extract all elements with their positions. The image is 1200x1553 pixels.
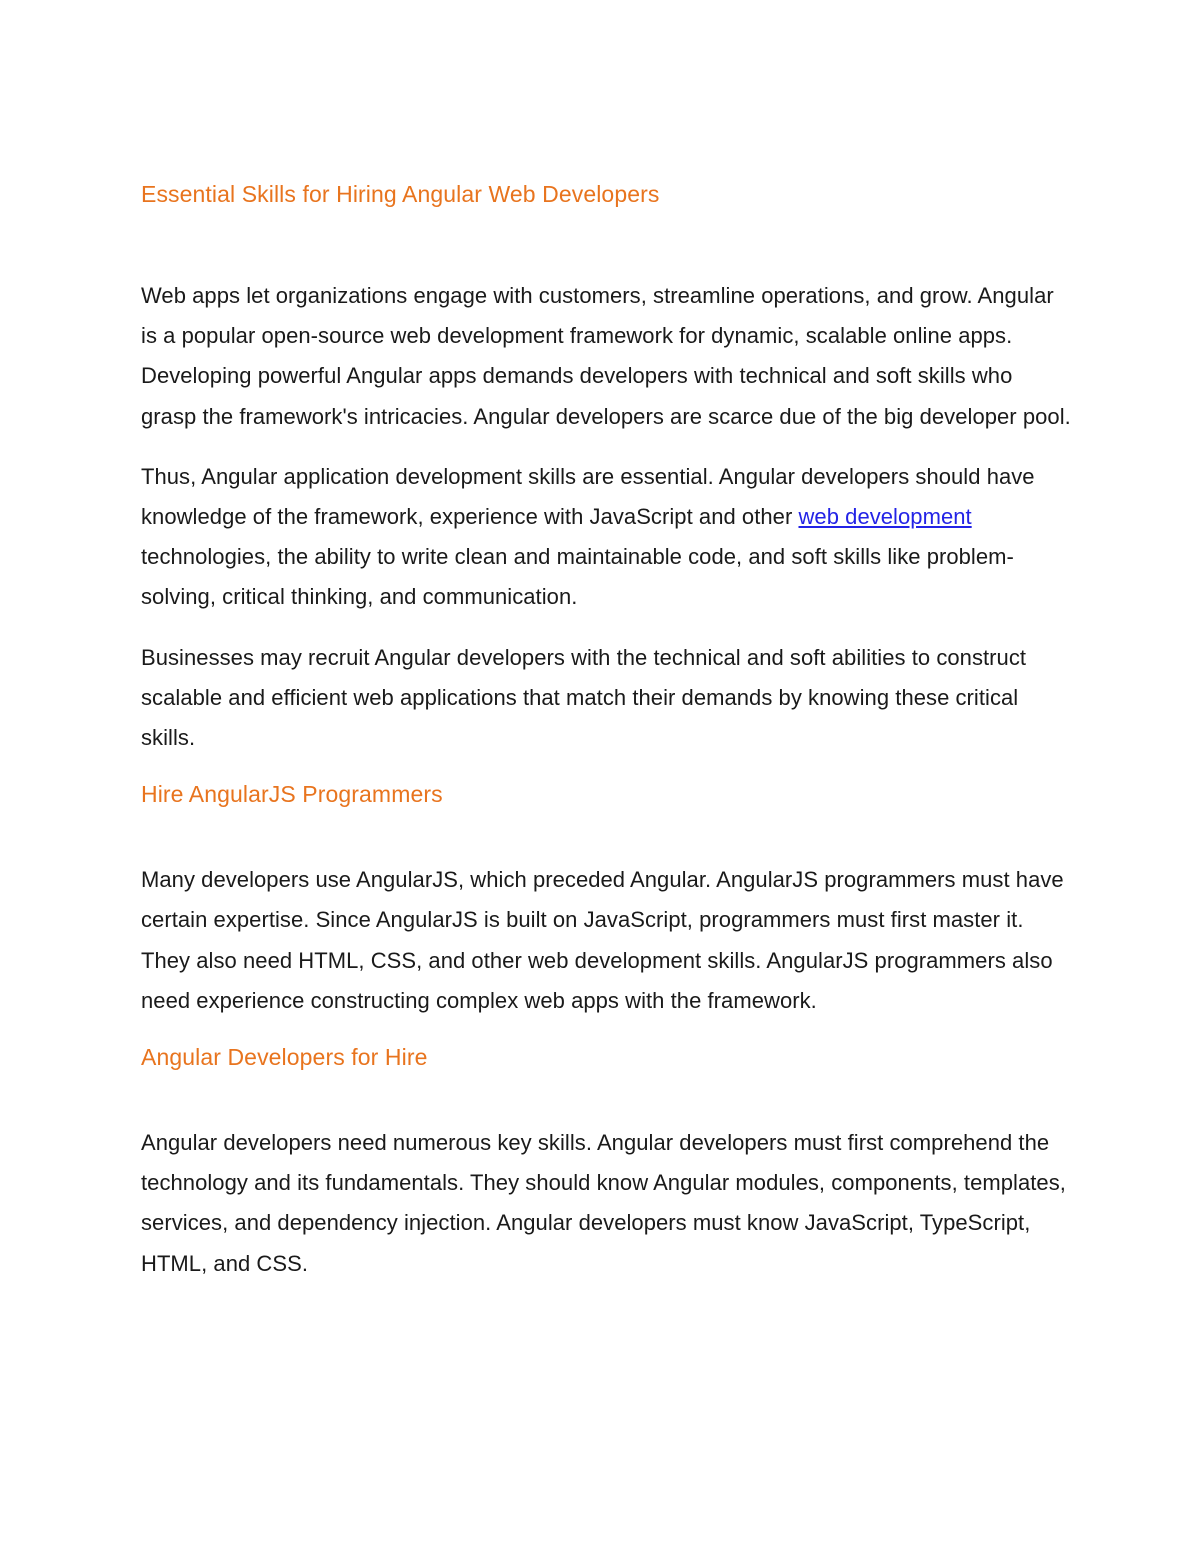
skills-paragraph-text-before: Thus, Angular application development skills are essential. Angular developers should have knowledge of the framework, experience with JavaScript and other bbox=[141, 463, 1035, 530]
skills-paragraph-text-after: technologies, the ability to write clean and maintainable code, and soft skills like problem-solving, critical thinking, and communication. bbox=[141, 544, 1014, 610]
skills-paragraph bbox=[141, 457, 1071, 618]
document-content bbox=[141, 178, 1071, 1304]
intro-paragraph: Web apps let organizations engage with customers, streamline operations, and grow. Angular is a popular open-source web development framework for dynamic, scalable online apps. Developing powerful Angular apps demands developers with technical and soft skills who grasp the framework's intricacies. Angular developers are scarce due of the big developer pool. bbox=[141, 283, 1071, 429]
section-body-angular: Angular developers need numerous key skills. Angular developers must first comprehend the technology and its fundamentals. They should know Angular modules, components, templates, services, and dependency injection. Angular developers must know JavaScript, TypeScript, HTML, and CSS. bbox=[141, 1130, 1066, 1276]
section-body-angularjs: Many developers use AngularJS, which preceded Angular. AngularJS programmers must have certain expertise. Since AngularJS is built on JavaScript, programmers must first master it. They also need HTML, CSS, and other web development skills. AngularJS programmers also need experience constructing complex web apps with the framework. bbox=[141, 867, 1064, 1013]
section-heading-angularjs: Hire AngularJS Programmers bbox=[141, 781, 443, 808]
web-development-link[interactable]: web development bbox=[798, 504, 972, 530]
closing-paragraph: Businesses may recruit Angular developers with the technical and soft abilities to construct scalable and efficient web applications that match their demands by knowing these critical skills. bbox=[141, 644, 1027, 751]
section-heading-angular: Angular Developers for Hire bbox=[141, 1044, 428, 1071]
document-title: Essential Skills for Hiring Angular Web Developers bbox=[141, 181, 660, 207]
